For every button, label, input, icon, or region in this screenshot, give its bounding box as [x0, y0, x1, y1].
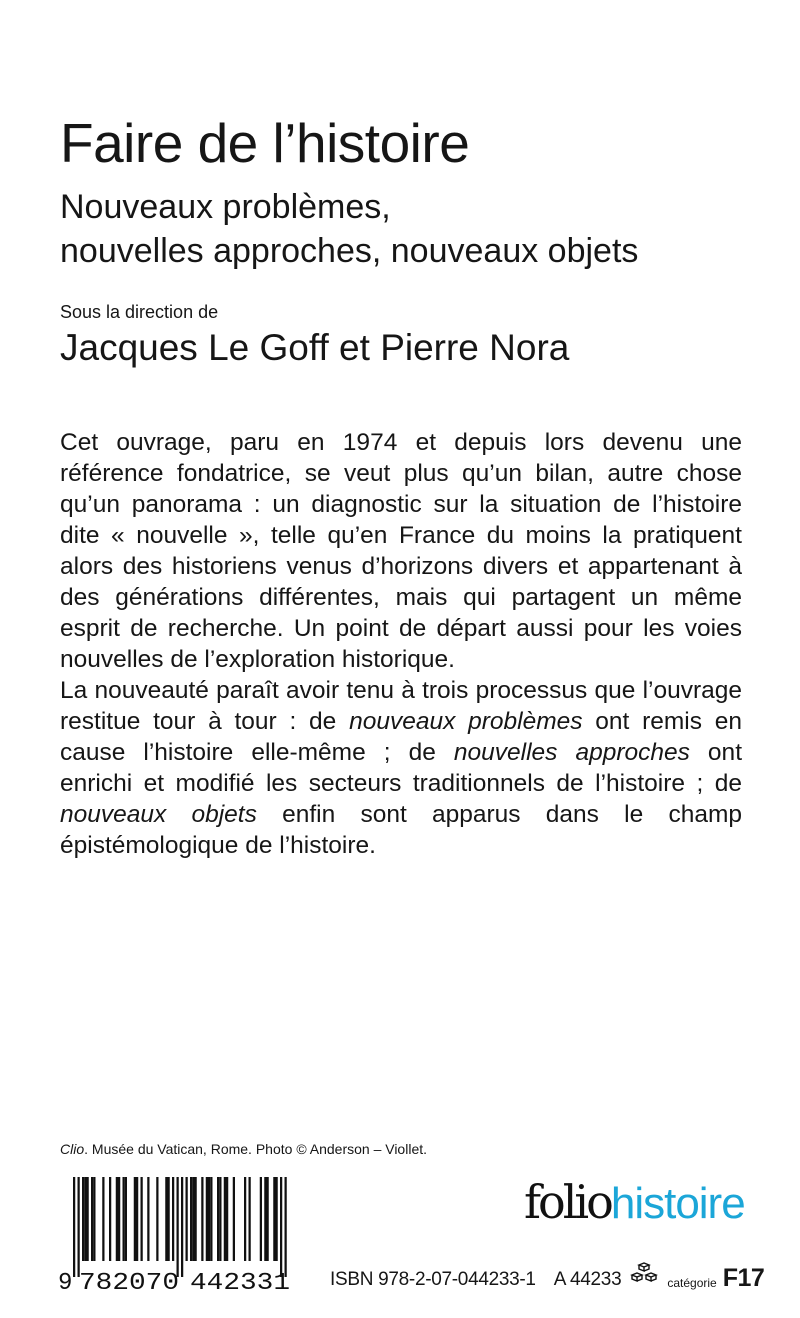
barcode-bar — [219, 1177, 221, 1261]
barcode-bar — [226, 1177, 228, 1261]
barcode-bar — [177, 1177, 179, 1277]
barcode-bar — [276, 1177, 278, 1261]
logo-folio: folio — [524, 1175, 611, 1229]
isbn-line — [330, 1263, 764, 1293]
barcode-bar — [192, 1177, 194, 1261]
barcode-bar — [91, 1177, 93, 1261]
barcode-bar — [273, 1177, 275, 1261]
barcode-bar — [190, 1177, 192, 1261]
blurb-emphasis: nouvelles approches — [453, 739, 690, 766]
barcode-bar — [125, 1177, 127, 1261]
category-label: catégorie — [667, 1276, 717, 1290]
barcode-digit: 9 — [58, 1270, 73, 1293]
barcode-bar — [244, 1177, 246, 1261]
barcode-bar — [172, 1177, 174, 1261]
blurb-text: ont remis en cause l’histoire elle-même ; de — [60, 708, 742, 766]
barcode-bar — [156, 1177, 158, 1261]
barcode-digits-right: 442331 — [190, 1270, 290, 1293]
barcode-bar — [285, 1177, 287, 1277]
barcode-bar — [116, 1177, 118, 1261]
credit-italic: Clio — [60, 1141, 85, 1157]
blurb-emphasis: nouveaux problèmes — [349, 708, 583, 735]
isbn: ISBN 978-2-07-044233-1 — [330, 1269, 536, 1290]
blurb — [60, 427, 742, 861]
barcode-bar — [78, 1177, 80, 1277]
barcode-bar — [165, 1177, 167, 1261]
barcode-bar — [168, 1177, 170, 1261]
barcode-bar — [87, 1177, 89, 1261]
barcode-bar — [136, 1177, 138, 1261]
barcode-bar — [280, 1177, 282, 1277]
barcode-bar — [93, 1177, 95, 1261]
barcode-bar — [84, 1177, 86, 1261]
barcode-bar — [82, 1177, 84, 1261]
barcode-bar — [73, 1177, 75, 1277]
barcode-bar — [186, 1177, 188, 1261]
barcode-bar — [195, 1177, 197, 1261]
direction-label: Sous la direction de — [60, 302, 219, 322]
credit-text: . Musée du Vatican, Rome. Photo © Anderson – Viollet. — [84, 1141, 428, 1157]
barcode-bar — [249, 1177, 251, 1261]
book-subtitle — [60, 185, 638, 273]
blurb-paragraph-1: Cet ouvrage, paru en 1974 et depuis lors devenu une référence fondatrice, se veut plus qu’un bilan, autre chose qu’un panorama : un diagnostic sur la situation de l’histoire dite « nouvelle », telle qu’en France du moins la pratiquent alors des historiens venus d’horizons divers et appartenant à des générations différentes, mais qui partagent un même esprit de recherche. Un point de départ aussi pour les voies nouvelles de l’exploration historique. — [60, 429, 742, 673]
barcode — [56, 1175, 306, 1293]
barcode-bar — [118, 1177, 120, 1261]
blurb-text: enfin sont apparus dans le champ épistémologique de l’histoire. — [60, 801, 742, 859]
blurb-text: ont enrichi et modifié les secteurs traditionnels de l’histoire ; de — [60, 739, 742, 797]
logo-histoire: histoire — [610, 1179, 745, 1228]
barcode-bar — [147, 1177, 149, 1261]
barcode-digits-left: 782070 — [79, 1270, 179, 1293]
subtitle-line: nouvelles approches, nouveaux objets — [60, 232, 639, 270]
authors: Jacques Le Goff et Pierre Nora — [60, 327, 570, 368]
folio-histoire-logo — [524, 1173, 745, 1243]
blurb-emphasis: nouveaux objets — [60, 801, 257, 828]
barcode-bar — [217, 1177, 219, 1261]
barcode-bar — [208, 1177, 210, 1261]
barcode-bar — [233, 1177, 235, 1261]
image-credit — [60, 1140, 427, 1158]
a-code: A 44233 — [553, 1269, 622, 1290]
blurb-paragraph-2 — [60, 675, 742, 861]
barcode-bar — [134, 1177, 136, 1261]
barcode-bar — [201, 1177, 203, 1261]
barcode-bar — [123, 1177, 125, 1261]
subtitle-line: Nouveaux problèmes, — [60, 188, 391, 226]
barcode-bar — [206, 1177, 208, 1261]
barcode-bar — [267, 1177, 269, 1261]
barcode-bar — [264, 1177, 266, 1261]
barcode-bar — [260, 1177, 262, 1261]
book-title: Faire de l’histoire — [60, 112, 470, 174]
barcode-bar — [102, 1177, 104, 1261]
category-code: F17 — [722, 1264, 765, 1292]
barcode-bar — [141, 1177, 143, 1261]
barcode-bar — [181, 1177, 183, 1277]
barcode-graphic — [56, 1175, 306, 1293]
barcode-bar — [109, 1177, 111, 1261]
barcode-bar — [224, 1177, 226, 1261]
books-stack-icon — [629, 1262, 659, 1291]
barcode-bar — [210, 1177, 212, 1261]
blurb-text: La nouveauté paraît avoir tenu à trois processus que l’ouvrage restitue tour à tour : de — [60, 677, 742, 735]
